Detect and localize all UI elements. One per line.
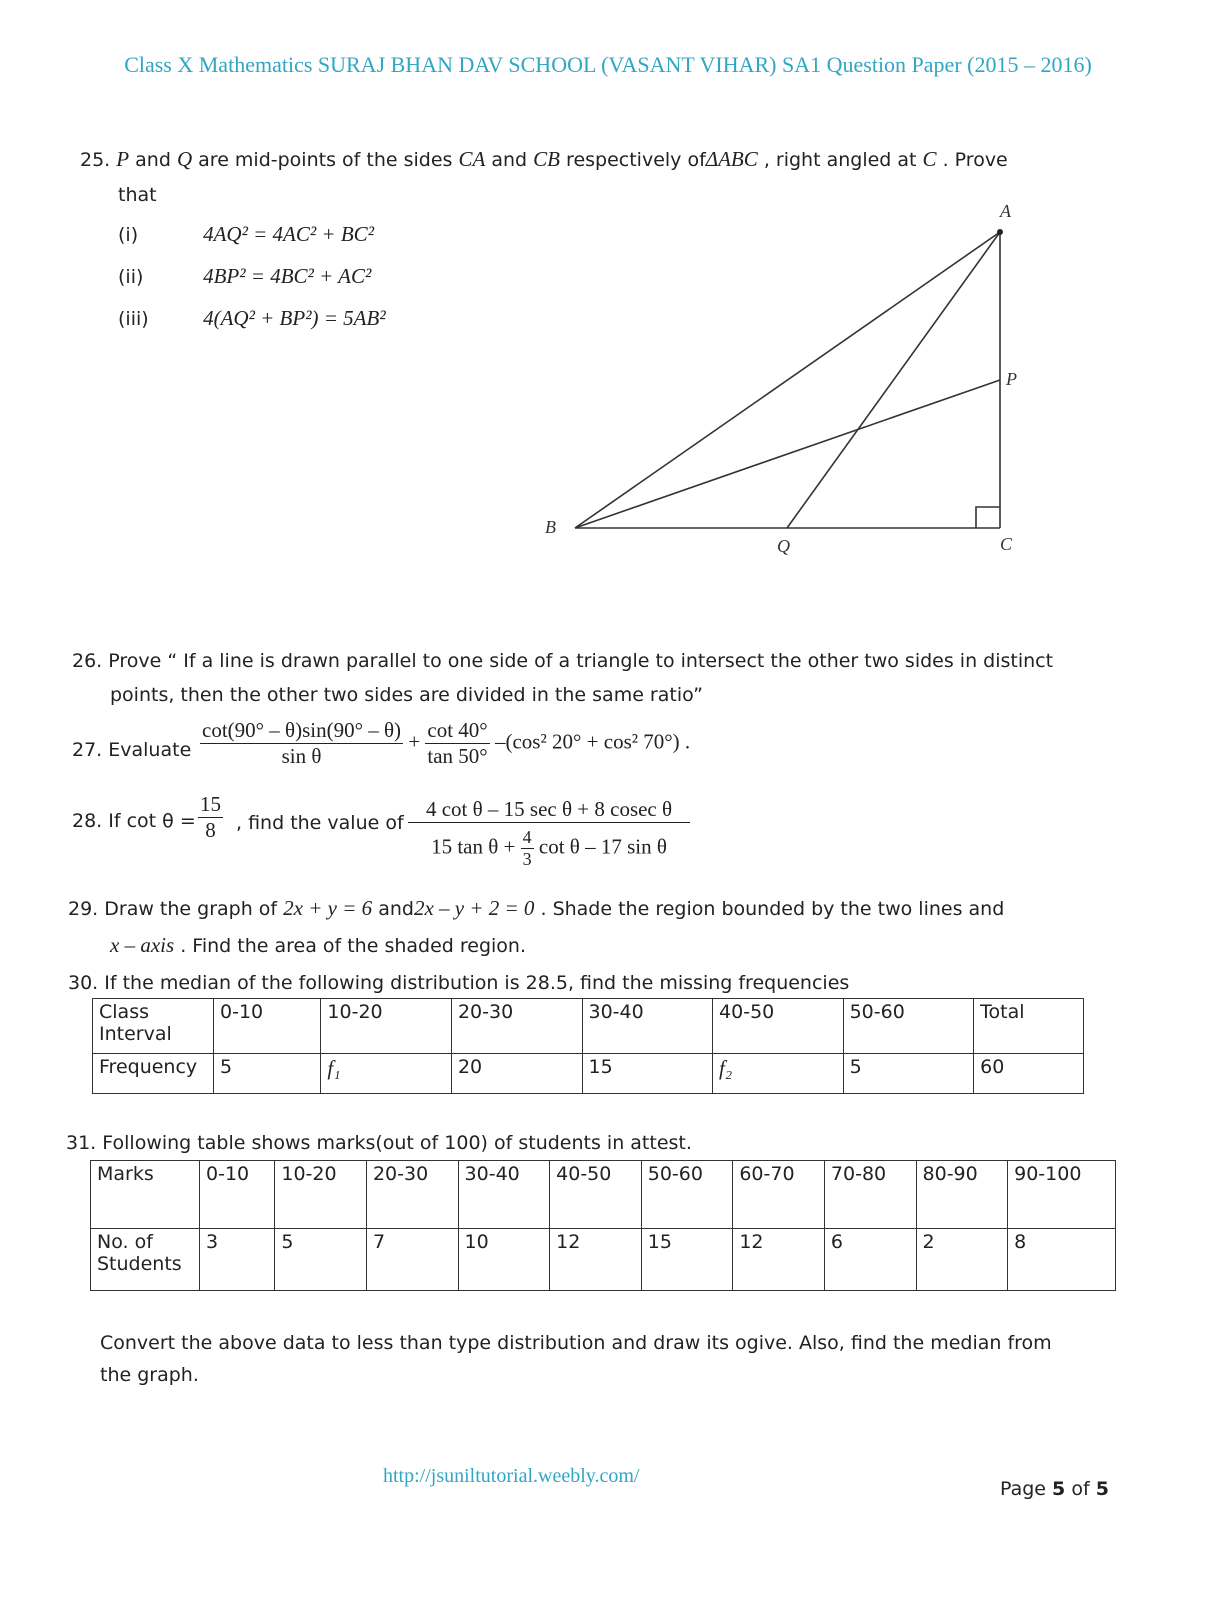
fraction-1 xyxy=(200,718,403,769)
q25-part-2 xyxy=(118,264,371,289)
row-header: Frequency xyxy=(93,1054,214,1094)
row-header xyxy=(91,1229,200,1291)
table-cell: 10-20 xyxy=(321,999,452,1054)
text: . Find the area of the shaded region. xyxy=(180,935,527,957)
q28-mid-text: , find the value of xyxy=(236,812,404,834)
question-number: 27. xyxy=(72,739,103,761)
triangle-figure xyxy=(530,195,1050,565)
table-cell: 7 xyxy=(366,1229,458,1291)
table-cell: 30-40 xyxy=(582,999,713,1054)
fraction-numerator: 4 xyxy=(522,827,532,847)
page-of: of xyxy=(1071,1478,1090,1500)
expression-tail: –(cos² 20° + cos² 70°) . xyxy=(494,729,691,754)
header-line: Students xyxy=(97,1253,182,1275)
vertex-a-dot xyxy=(997,229,1003,235)
text: . Shade the region bounded by the two lines and xyxy=(540,898,1005,920)
label-c: C xyxy=(1000,534,1013,554)
part-expression: 4BP² = 4BC² + AC² xyxy=(203,264,372,288)
table-cell: 10 xyxy=(458,1229,550,1291)
header-line: Class xyxy=(99,1001,149,1023)
question-25 xyxy=(80,146,1080,174)
text: , right angled at xyxy=(763,149,917,171)
table-row xyxy=(91,1161,1116,1229)
label-b: B xyxy=(545,517,556,537)
part-expression: 4AQ² = 4AC² + BC² xyxy=(203,222,374,246)
text: . Prove xyxy=(942,149,1008,171)
fraction-numerator: 15 xyxy=(200,792,221,816)
plus-sign: + xyxy=(408,729,421,754)
big-denominator xyxy=(408,823,690,870)
label-p: P xyxy=(1006,369,1017,389)
text: Draw the graph of xyxy=(104,898,278,920)
label-a: A xyxy=(1000,201,1011,221)
table-cell: f₁ xyxy=(321,1054,452,1094)
table-cell: 15 xyxy=(582,1054,713,1094)
table-cell: 3 xyxy=(200,1229,275,1291)
table-cell: 40-50 xyxy=(550,1161,642,1229)
question-number: 31. xyxy=(66,1132,97,1154)
segment-aq xyxy=(787,232,1000,528)
fraction-numerator: cot(90° – θ)sin(90° – θ) xyxy=(202,718,402,742)
question-29 xyxy=(68,895,1148,923)
fraction-2 xyxy=(425,718,489,769)
triangle-abc: ΔABC xyxy=(705,147,758,171)
part-label: (i) xyxy=(118,224,139,246)
table-cell: 20 xyxy=(451,1054,582,1094)
page-prefix: Page xyxy=(1000,1478,1046,1500)
evaluate-label: Evaluate xyxy=(108,739,192,761)
side-ca: CA xyxy=(458,147,486,171)
side-ab xyxy=(575,232,1000,528)
row-header xyxy=(93,999,214,1054)
table-cell: 0-10 xyxy=(214,999,321,1054)
table-cell: 20-30 xyxy=(366,1161,458,1229)
q25-part-1 xyxy=(118,222,374,247)
table-cell: 0-10 xyxy=(200,1161,275,1229)
question-30 xyxy=(68,970,1148,997)
part-expression: 4(AQ² + BP²) = 5AB² xyxy=(203,306,386,330)
header-line: No. of xyxy=(97,1231,153,1253)
table-cell: 6 xyxy=(824,1229,916,1291)
q29-line2 xyxy=(110,932,526,960)
q27-expression xyxy=(200,718,690,769)
table-cell: 12 xyxy=(550,1229,642,1291)
vertex-c: C xyxy=(922,147,937,171)
page-current: 5 xyxy=(1052,1478,1066,1500)
segment-bp xyxy=(575,380,1000,528)
den-part-a: 15 tan θ + xyxy=(431,834,516,859)
table-cell: Total xyxy=(974,999,1084,1054)
row-header: Marks xyxy=(91,1161,200,1229)
q25-part-3 xyxy=(118,306,386,331)
q31-marks-table xyxy=(90,1160,1116,1291)
text: respectively of xyxy=(566,149,706,171)
fraction xyxy=(198,792,223,843)
table-row xyxy=(91,1229,1116,1291)
fraction-numerator: cot 40° xyxy=(427,718,488,742)
question-number: 25. xyxy=(80,149,111,171)
table-cell: 50-60 xyxy=(843,999,974,1054)
equation-2: 2x – y + 2 = 0 xyxy=(413,896,535,920)
den-part-b: cot θ – 17 sin θ xyxy=(538,834,667,859)
text: and xyxy=(491,149,528,171)
fraction-denominator: 8 xyxy=(205,818,216,842)
fraction-denominator: sin θ xyxy=(281,744,322,768)
q30-distribution-table xyxy=(92,998,1084,1094)
text: and xyxy=(378,898,414,920)
table-cell: 15 xyxy=(641,1229,733,1291)
page-header-title: Class X Mathematics SURAJ BHAN DAV SCHOOL (VASANT VIHAR) SA1 Question Paper (2015 – 2016) xyxy=(124,52,1092,77)
table-row xyxy=(93,999,1084,1054)
header-line: Interval xyxy=(99,1023,172,1045)
table-cell: 60 xyxy=(974,1054,1084,1094)
question-number: 29. xyxy=(68,898,99,920)
right-angle-mark xyxy=(976,507,1000,528)
page-total: 5 xyxy=(1095,1478,1109,1500)
table-cell: 5 xyxy=(275,1229,367,1291)
q25-that: that xyxy=(118,184,157,206)
q28-lead xyxy=(72,808,196,835)
table-row xyxy=(93,1054,1084,1094)
table-cell: 10-20 xyxy=(275,1161,367,1229)
side-cb: CB xyxy=(533,147,560,171)
table-cell: 70-80 xyxy=(824,1161,916,1229)
fraction-denominator: tan 50° xyxy=(427,744,488,768)
question-text: If the median of the following distribution is 28.5, find the missing frequencies xyxy=(104,972,850,994)
x-axis-term: x – axis xyxy=(110,933,175,957)
table-cell: 12 xyxy=(733,1229,825,1291)
point-p: P xyxy=(116,147,130,171)
q27-number-label xyxy=(72,737,191,764)
table-cell: 50-60 xyxy=(641,1161,733,1229)
q31-convert-line1: Convert the above data to less than type distribution and draw its ogive. Also, find the median from xyxy=(100,1332,1052,1354)
table-cell: 5 xyxy=(843,1054,974,1094)
q26-line2: points, then the other two sides are divided in the same ratio” xyxy=(110,684,703,706)
point-q: Q xyxy=(176,147,193,171)
text: are mid-points of the sides xyxy=(198,149,453,171)
table-cell: 40-50 xyxy=(713,999,844,1054)
table-cell: 60-70 xyxy=(733,1161,825,1229)
table-cell: 2 xyxy=(916,1229,1008,1291)
q28-fraction-15-8 xyxy=(198,792,223,843)
page-number xyxy=(1000,1478,1109,1500)
table-cell: 20-30 xyxy=(451,999,582,1054)
part-label: (ii) xyxy=(118,266,144,288)
question-text: Following table shows marks(out of 100) of students in attest. xyxy=(102,1132,692,1154)
question-26 xyxy=(72,648,1152,675)
big-numerator: 4 cot θ – 15 sec θ + 8 cosec θ xyxy=(408,797,690,823)
table-cell: 30-40 xyxy=(458,1161,550,1229)
question-number: 26. xyxy=(72,650,103,672)
part-label: (iii) xyxy=(118,308,149,330)
den-fraction xyxy=(521,827,534,870)
table-cell: 80-90 xyxy=(916,1161,1008,1229)
table-cell: 5 xyxy=(214,1054,321,1094)
equation-1: 2x + y = 6 xyxy=(283,896,373,920)
q31-convert-line2: the graph. xyxy=(100,1364,199,1386)
lead-text: If cot θ = xyxy=(108,810,196,832)
table-cell: f₂ xyxy=(713,1054,844,1094)
table-cell: 8 xyxy=(1008,1229,1116,1291)
question-text: Prove “ If a line is drawn parallel to one side of a triangle to intersect the other two sides in distinct xyxy=(108,650,1054,672)
q28-big-fraction xyxy=(408,797,690,870)
footer-url-link[interactable]: http://jsuniltutorial.weebly.com/ xyxy=(383,1465,640,1487)
label-q: Q xyxy=(777,536,790,556)
table-cell: 90-100 xyxy=(1008,1161,1116,1229)
fraction-denominator: 3 xyxy=(522,849,532,869)
text: and xyxy=(135,149,171,171)
question-number: 28. xyxy=(72,810,103,832)
question-number: 30. xyxy=(68,972,99,994)
question-31 xyxy=(66,1130,1146,1157)
